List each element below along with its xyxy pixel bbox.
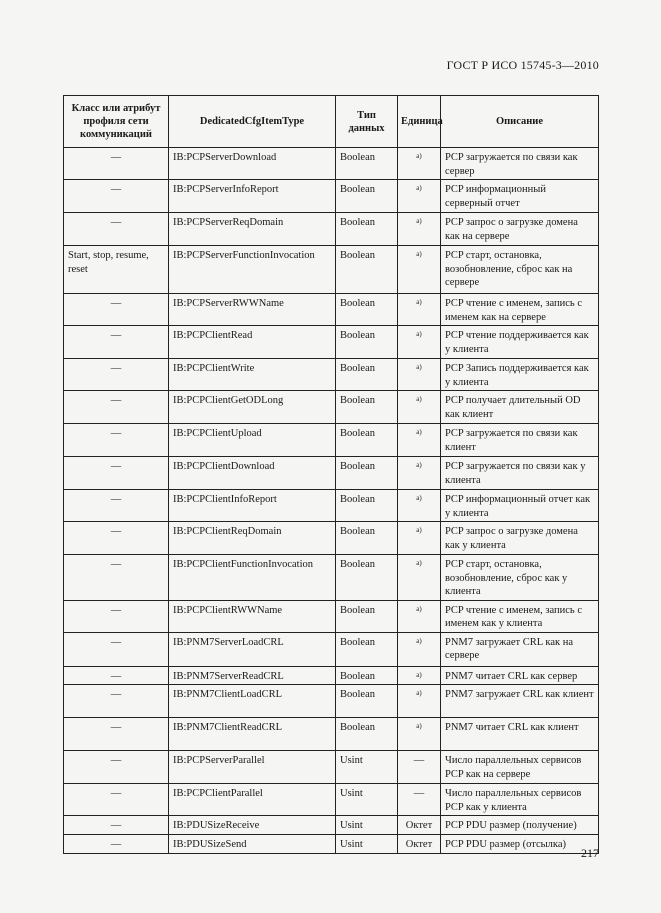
cell-class: —	[64, 835, 169, 854]
cell-description: PCP старт, остановка, возобновление, сброс как на сервере	[441, 246, 599, 294]
cell-data-type: Boolean	[336, 666, 398, 685]
table-row	[64, 180, 599, 213]
cell-item-type: IB:PCPClientDownload	[169, 457, 336, 490]
cell-unit: Октет	[398, 816, 441, 835]
cell-description: PCP чтение с именем, запись с именем как на сервере	[441, 294, 599, 326]
cell-unit: a)	[398, 294, 441, 326]
table-body	[64, 148, 599, 854]
cell-data-type: Usint	[336, 784, 398, 816]
cell-description: PCP получает длительный OD как клиент	[441, 391, 599, 424]
cell-data-type: Boolean	[336, 718, 398, 751]
cell-description: PNM7 загружает CRL как на сервере	[441, 632, 599, 666]
cell-class: —	[64, 718, 169, 751]
table-row	[64, 424, 599, 457]
cell-data-type: Usint	[336, 751, 398, 784]
table-row	[64, 751, 599, 784]
table-row	[64, 666, 599, 685]
cell-item-type: IB:PCPClientRWWName	[169, 600, 336, 632]
col-header-class: Класс или атрибут профиля сети коммуникаций	[64, 96, 169, 148]
cell-description: PNM7 загружает CRL как клиент	[441, 685, 599, 718]
cell-item-type: IB:PCPClientGetODLong	[169, 391, 336, 424]
cell-item-type: IB:PCPServerRWWName	[169, 294, 336, 326]
cell-data-type: Boolean	[336, 391, 398, 424]
cell-class: —	[64, 213, 169, 246]
cell-class: —	[64, 326, 169, 359]
cell-description: PNM7 читает CRL как клиент	[441, 718, 599, 751]
cell-description: PCP запрос о загрузке домена как на сервере	[441, 213, 599, 246]
table-row	[64, 522, 599, 555]
cell-unit: a)	[398, 359, 441, 391]
cell-unit: —	[398, 751, 441, 784]
cell-data-type: Boolean	[336, 246, 398, 294]
cell-description: PCP старт, остановка, возобновление, сброс как у клиента	[441, 555, 599, 601]
cell-class: —	[64, 555, 169, 601]
cell-data-type: Boolean	[336, 632, 398, 666]
cell-data-type: Boolean	[336, 180, 398, 213]
table-row	[64, 555, 599, 601]
table-row	[64, 632, 599, 666]
cell-item-type: IB:PNM7ServerReadCRL	[169, 666, 336, 685]
cell-class: —	[64, 600, 169, 632]
table-row	[64, 457, 599, 490]
cell-unit: a)	[398, 632, 441, 666]
cell-class: —	[64, 359, 169, 391]
cell-description: Число параллельных сервисов PCP как на сервере	[441, 751, 599, 784]
cell-unit: a)	[398, 522, 441, 555]
cell-item-type: IB:PCPClientFunctionInvocation	[169, 555, 336, 601]
cell-class: —	[64, 391, 169, 424]
cell-description: PCP информационный серверный отчет	[441, 180, 599, 213]
cell-item-type: IB:PDUSizeReceive	[169, 816, 336, 835]
table-row	[64, 359, 599, 391]
cell-unit: —	[398, 784, 441, 816]
cell-class: —	[64, 457, 169, 490]
cell-unit: a)	[398, 391, 441, 424]
cell-description: PCP Запись поддерживается как у клиента	[441, 359, 599, 391]
cell-data-type: Boolean	[336, 294, 398, 326]
spec-table	[63, 95, 599, 854]
cell-class: —	[64, 522, 169, 555]
cell-unit: a)	[398, 718, 441, 751]
table-row	[64, 148, 599, 180]
cell-unit: a)	[398, 246, 441, 294]
page-header: ГОСТ Р ИСО 15745-3—2010	[446, 58, 599, 72]
table-row	[64, 246, 599, 294]
cell-unit: a)	[398, 490, 441, 522]
cell-item-type: IB:PNM7ServerLoadCRL	[169, 632, 336, 666]
cell-description: Число параллельных сервисов PCP как у клиента	[441, 784, 599, 816]
cell-item-type: IB:PCPClientUpload	[169, 424, 336, 457]
cell-class: —	[64, 632, 169, 666]
cell-data-type: Boolean	[336, 359, 398, 391]
table-row	[64, 391, 599, 424]
cell-item-type: IB:PNM7ClientLoadCRL	[169, 685, 336, 718]
cell-unit: a)	[398, 666, 441, 685]
cell-item-type: IB:PCPClientRead	[169, 326, 336, 359]
cell-class: —	[64, 685, 169, 718]
cell-data-type: Usint	[336, 816, 398, 835]
cell-class: —	[64, 784, 169, 816]
cell-description: PCP чтение поддерживается как у клиента	[441, 326, 599, 359]
cell-class: —	[64, 294, 169, 326]
cell-data-type: Boolean	[336, 685, 398, 718]
cell-item-type: IB:PDUSizeSend	[169, 835, 336, 854]
cell-item-type: IB:PCPClientInfoReport	[169, 490, 336, 522]
cell-data-type: Boolean	[336, 490, 398, 522]
cell-data-type: Usint	[336, 835, 398, 854]
cell-class: —	[64, 751, 169, 784]
cell-description: PCP загружается по связи как у клиента	[441, 457, 599, 490]
cell-item-type: IB:PCPClientParallel	[169, 784, 336, 816]
table-row	[64, 718, 599, 751]
col-header-data-type: Тип данных	[336, 96, 398, 148]
table-row	[64, 294, 599, 326]
cell-class: —	[64, 490, 169, 522]
cell-description: PCP информационный отчет как у клиента	[441, 490, 599, 522]
cell-data-type: Boolean	[336, 457, 398, 490]
cell-unit: a)	[398, 457, 441, 490]
cell-class: —	[64, 148, 169, 180]
cell-class: Start, stop, resume, reset	[64, 246, 169, 294]
table-row	[64, 685, 599, 718]
cell-description: PCP чтение с именем, запись с именем как у клиента	[441, 600, 599, 632]
cell-data-type: Boolean	[336, 424, 398, 457]
table-row	[64, 326, 599, 359]
cell-unit: a)	[398, 326, 441, 359]
table-row	[64, 784, 599, 816]
cell-unit: Октет	[398, 835, 441, 854]
cell-unit: a)	[398, 685, 441, 718]
cell-data-type: Boolean	[336, 148, 398, 180]
col-header-unit: Единица	[398, 96, 441, 148]
cell-unit: a)	[398, 180, 441, 213]
cell-class: —	[64, 180, 169, 213]
cell-item-type: IB:PCPServerDownload	[169, 148, 336, 180]
cell-unit: a)	[398, 424, 441, 457]
cell-description: PCP загружается по связи как клиент	[441, 424, 599, 457]
cell-data-type: Boolean	[336, 213, 398, 246]
table-row	[64, 816, 599, 835]
cell-item-type: IB:PCPClientWrite	[169, 359, 336, 391]
table-row	[64, 835, 599, 854]
cell-item-type: IB:PCPServerParallel	[169, 751, 336, 784]
cell-description: PCP загружается по связи как сервер	[441, 148, 599, 180]
cell-data-type: Boolean	[336, 600, 398, 632]
col-header-item-type: DedicatedCfgItemType	[169, 96, 336, 148]
cell-data-type: Boolean	[336, 522, 398, 555]
cell-item-type: IB:PCPServerReqDomain	[169, 213, 336, 246]
cell-class: —	[64, 816, 169, 835]
cell-description: PCP PDU размер (получение)	[441, 816, 599, 835]
cell-unit: a)	[398, 213, 441, 246]
cell-unit: a)	[398, 555, 441, 601]
cell-class: —	[64, 424, 169, 457]
cell-unit: a)	[398, 148, 441, 180]
cell-data-type: Boolean	[336, 555, 398, 601]
table-row	[64, 490, 599, 522]
table-row	[64, 600, 599, 632]
cell-description: PNM7 читает CRL как сервер	[441, 666, 599, 685]
cell-item-type: IB:PCPClientReqDomain	[169, 522, 336, 555]
cell-description: PCP запрос о загрузке домена как у клиента	[441, 522, 599, 555]
page-number: 217	[581, 846, 599, 860]
cell-item-type: IB:PNM7ClientReadCRL	[169, 718, 336, 751]
cell-item-type: IB:PCPServerFunctionInvocation	[169, 246, 336, 294]
cell-data-type: Boolean	[336, 326, 398, 359]
cell-description: PCP PDU размер (отсылка)	[441, 835, 599, 854]
cell-item-type: IB:PCPServerInfoReport	[169, 180, 336, 213]
cell-unit: a)	[398, 600, 441, 632]
table-row	[64, 213, 599, 246]
cell-class: —	[64, 666, 169, 685]
table-header-row	[64, 96, 599, 148]
col-header-description: Описание	[441, 96, 599, 148]
